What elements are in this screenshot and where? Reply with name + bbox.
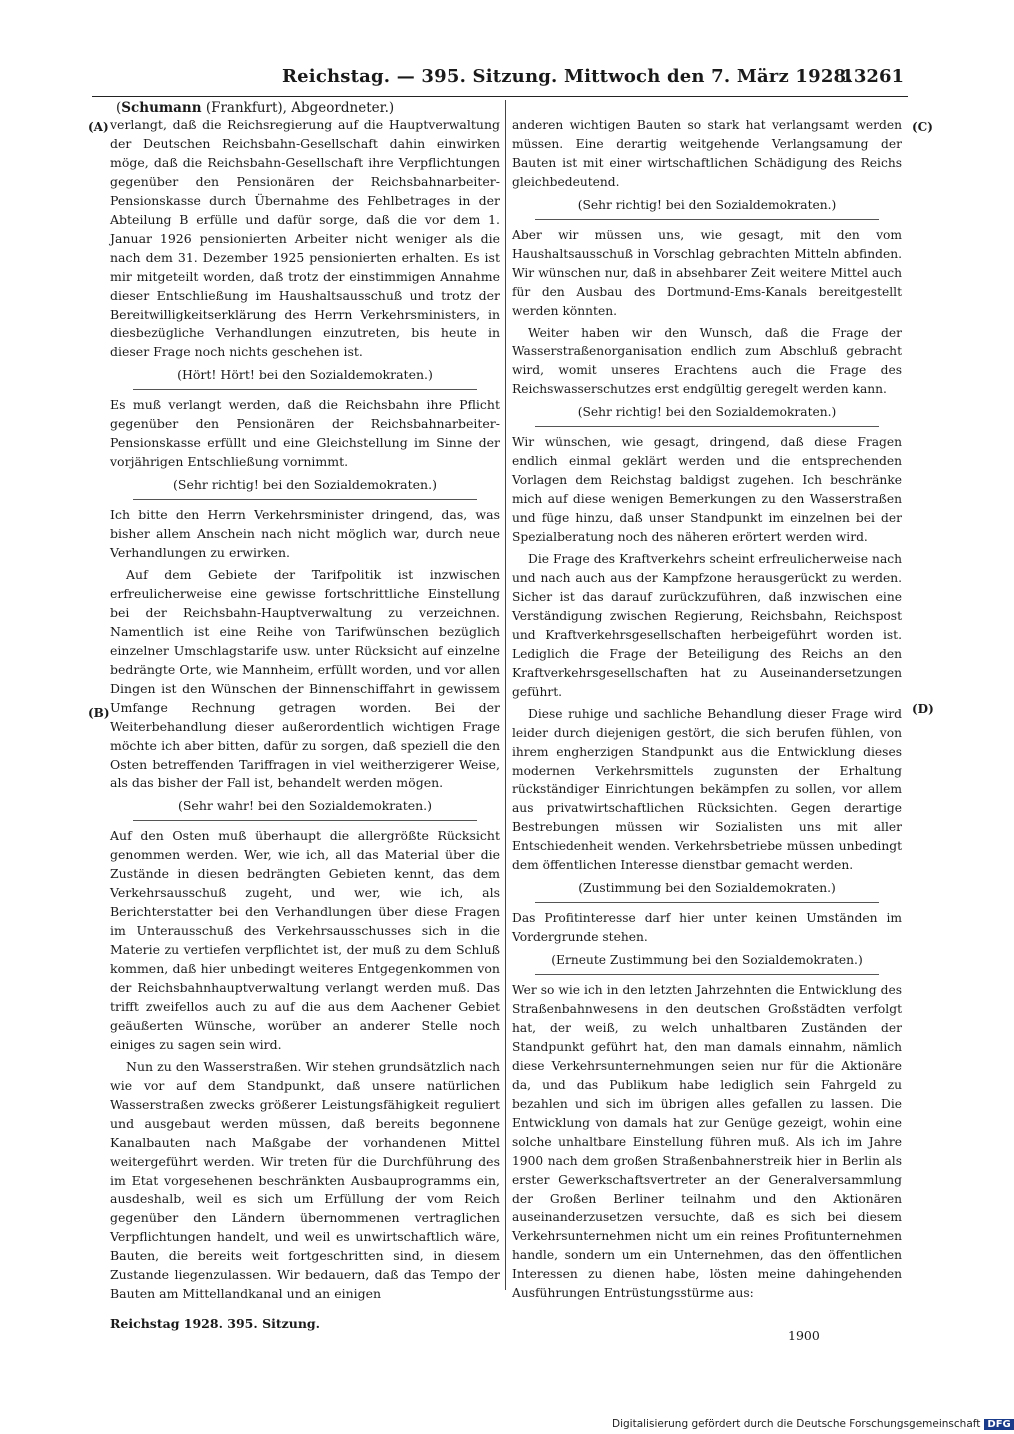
right-paragraph: Diese ruhige und sachliche Behandlung dieser Frage wird leider durch diejenigen gestört, die sich berufen fühlen, von ihrem engherzigen Standpunkt aus die Entwicklung dieses modernen Verkehrsmittels zugunsten der Erhaltung rückständiger Einrichtungen bekämpfen zu sollen, vor allem aus privatwirtschaftlichen Rücksichten. Gegen derartige Bestrebungen müssen wir Sozialisten uns mit aller Entschiedenheit wenden. Verkehrsbetriebe müssen unbedingt dem öffentlichen Interesse dienstbar gemacht werden.	[512, 706, 902, 873]
right-paragraph: anderen wichtigen Bauten so stark hat verlangsamt werden müssen. Eine derartig weitgehende Verlangsamung der Bauten ist mit einer wirtschaftlichen Schädigung des Reichs gleichbedeutend.	[512, 118, 902, 189]
left-paragraph: verlangt, daß die Reichsregierung auf die Hauptverwaltung der Deutschen Reichsbahn-Gesellschaft dahin einwirken möge, daß die Reichsbahn-Gesellschaft ihre Verpflichtungen gegenüber den Pensionären der Reichsbahnarbeiter-Pensionskasse durch Übernahme des Fehlbetrages in der Abteilung B erfülle und dafür sorge, daß die vor dem 1. Januar 1926 pensionierten Arbeiter nicht weniger als die nach dem 31. Dezember 1925 pensionierten erhalten. Es ist mir mitgeteilt worden, daß trotz der einstimmigen Annahme dieser Entschließung im Haushaltsausschuß und trotz der Bereitwilligkeitserklärung des Herrn Verkehrsministers, in diesbezügliche Verhandlungen einzutreten, bis heute in dieser Frage noch nichts geschehen ist.	[110, 117, 500, 360]
right-paragraph: Das Profitinteresse darf hier unter keinen Umständen im Vordergrunde stehen.	[512, 911, 902, 945]
right-interjection: (Zustimmung bei den Sozialdemokraten.)	[512, 879, 902, 903]
left-interjection: (Sehr richtig! bei den Sozialdemokraten.)	[110, 476, 500, 500]
footer-signature: Reichstag 1928. 395. Sitzung.	[110, 1316, 320, 1331]
left-paragraph: Auf den Osten muß überhaupt die allergrößte Rücksicht genommen werden. Wer, wie ich, all das Material über die Zustände in diesen bedrängten Gebieten kennt, das dem Verkehrsausschuß zugeht, und wer, wie ich, als Berichterstatter bei den Verhandlungen über diese Fragen im Unterausschuß des Verkehrsausschusses sich in die Materie zu vertiefen verpflichtet ist, der muß zu dem Schluß kommen, daß hier unbedingt weiteres Entgegenkommen von der Reichsbahnhauptverwaltung verlangt werden muß. Das trifft zweifellos auch zu auf die aus dem Aachener Gebiet geäußerten Wünsche, worüber an anderer Stelle noch einiges zu sagen sein wird.	[110, 828, 500, 1052]
left-interjection: (Hört! Hört! bei den Sozialdemokraten.)	[110, 366, 500, 390]
left-paragraph: Es muß verlangt werden, daß die Reichsbahn ihre Pflicht gegenüber den Pensionären der Reichsbahnarbeiter-Pensionskasse erfüllt und eine Gleichstellung im Sinne der vorjährigen Entschließung vornimmt.	[110, 397, 500, 470]
page-number: 13261	[841, 66, 904, 87]
right-paragraph: Die Frage des Kraftverkehrs scheint erfreulicherweise nach und nach auch aus der Kampfzone herausgerückt zu werden. Sicher ist das darauf zurückzuführen, daß inzwischen eine Verständigung zwischen Regierung, Reichsbahn, Reichspost und Kraftverkehrsgesellschaften herbeigeführt worden ist. Lediglich die Frage der Beteiligung des Reichs an den Kraftverkehrsgesellschaften hat zu Auseinandersetzungen geführt.	[512, 552, 902, 699]
speaker-name: Schumann	[121, 100, 202, 116]
right-interjection: (Sehr richtig! bei den Sozialdemokraten.)	[512, 403, 902, 427]
left-interjection: (Sehr wahr! bei den Sozialdemokraten.)	[110, 797, 500, 821]
margin-marker-a: (A)	[88, 120, 109, 134]
right-paragraph: Aber wir müssen uns, wie gesagt, mit den vom Haushaltsausschuß in Vorschlag gebrachten Mitteln abfinden. Wir wünschen nur, daß in absehbarer Zeit weitere Mittel auch für den Ausbau des Dortmund-Ems-Kanals bereitgestellt werden könnten.	[512, 227, 902, 318]
right-paragraph: Weiter haben wir den Wunsch, daß die Frage der Wasserstraßenorganisation endlich zum Abschluß gebracht wird, womit unseres Erachtens auch die Frage des Reichswasserschutzes erst endgültig geregelt werden kann.	[512, 325, 902, 397]
left-paragraph: Ich bitte den Herrn Verkehrsminister dringend, das, was bisher allem Anschein nach nicht möglich war, durch neue Verhandlungen zu erwirken.	[110, 507, 500, 561]
column-divider	[505, 100, 506, 1290]
margin-marker-d: (D)	[912, 702, 934, 716]
credit-text: Digitalisierung gefördert durch die Deutsche Forschungsgemeinschaft	[612, 1418, 981, 1430]
running-header	[92, 62, 908, 97]
dfg-logo: DFG	[984, 1419, 1013, 1430]
speaker-byline: (Schumann (Frankfurt), Abgeordneter.)	[116, 100, 395, 116]
margin-marker-b: (B)	[88, 706, 110, 720]
right-interjection: (Erneute Zustimmung bei den Sozialdemokraten.)	[512, 951, 902, 975]
left-column	[110, 116, 500, 1307]
left-paragraph: Auf dem Gebiete der Tarifpolitik ist inzwischen erfreulicherweise eine gewisse fortschrittliche Einstellung bei der Reichsbahn-Hauptverwaltung zu verzeichnen. Namentlich ist eine Reihe von Tarifwünschen bezüglich einzelner Umschlagstarife usw. unter Rücksicht auf einzelne bedrängte Orte, wie Mannheim, erfüllt worden, und vor allen Dingen ist den Wünschen der Binnenschiffahrt in gewissem Umfange Rechnung getragen worden. Bei der Weiterbehandlung dieser außerordentlich wichtigen Frage möchte ich aber bitten, dafür zu sorgen, daß speziell die den Osten betreffenden Tariffragen in viel weitherzigerer Weise, als das bisher der Fall ist, behandelt werden mögen.	[110, 566, 500, 791]
right-interjection: (Sehr richtig! bei den Sozialdemokraten.)	[512, 196, 902, 220]
right-column	[512, 116, 902, 1306]
left-paragraph: Nun zu den Wasserstraßen. Wir stehen grundsätzlich nach wie vor auf dem Standpunkt, daß unsere natürlichen Wasserstraßen zwecks größerer Leistungsfähigkeit reguliert und ausgebaut werden müssen, daß bereits begonnene Kanalbauten nach Maßgabe der vorhandenen Mittel weitergeführt werden. Wir treten für die Durchführung des im Etat vorgesehenen beschränkten Ausbauprogramms ein, ausdeshalb, weil es sich um Erfüllung der vom Reich gegenüber den Ländern übernommenen vertraglichen Verpflichtungen handelt, und weil es unwirtschaftlich wäre, Bauten, die bereits weit fortgeschritten sind, in diesem Zustande liegenzulassen. Wir bedauern, daß das Tempo der Bauten am Mittellandkanal und an einigen	[110, 1058, 500, 1302]
margin-marker-c: (C)	[912, 120, 933, 134]
speaker-affiliation: (Frankfurt), Abgeordneter.)	[201, 100, 395, 116]
right-paragraph: Wir wünschen, wie gesagt, dringend, daß diese Fragen endlich einmal geklärt werden und die entsprechenden Vorlagen dem Reichstag baldigst zugehen. Ich beschränke mich auf diese wenigen Bemerkungen zu den Wasserstraßen und füge hinzu, daß unser Standpunkt im einzelnen bei der Spezialberatung noch des näheren erörtert werden wird.	[512, 435, 902, 545]
footer-sheet-number: 1900	[788, 1328, 820, 1343]
right-paragraph: Wer so wie ich in den letzten Jahrzehnten die Entwicklung des Straßenbahnwesens in den deutschen Großstädten verfolgt hat, der weiß, zu welch unhaltbaren Zuständen der Standpunkt geführt hat, den man damals einnahm, nämlich diese Verkehrsunternehmungen seien nur für die Aktionäre da, und das Publikum habe lediglich sein Fahrgeld zu bezahlen und sich im übrigen alles gefallen zu lassen. Die Entwicklung von damals hat zur Genüge gezeigt, wohin eine solche unhaltbare Einstellung führen muß. Als ich im Jahre 1900 nach dem großen Straßenbahnerstreik hier in Berlin als erster Gewerkschaftsvertreter an der Generalversammlung der Großen Berliner teilnahm und den Aktionären auseinanderzusetzen versuchte, daß es sich bei diesem Verkehrsunternehmen nicht um ein reines Profitunternehmen handle, sondern um ein Unternehmen, das den öffentlichen Interessen zu dienen habe, lösten meine dahingehenden Ausführungen Entrüstungsstürme aus:	[512, 983, 902, 1301]
digitization-credit	[612, 1418, 1014, 1430]
running-title: Reichstag. — 395. Sitzung. Mittwoch den 7. März 1928.	[282, 66, 853, 87]
